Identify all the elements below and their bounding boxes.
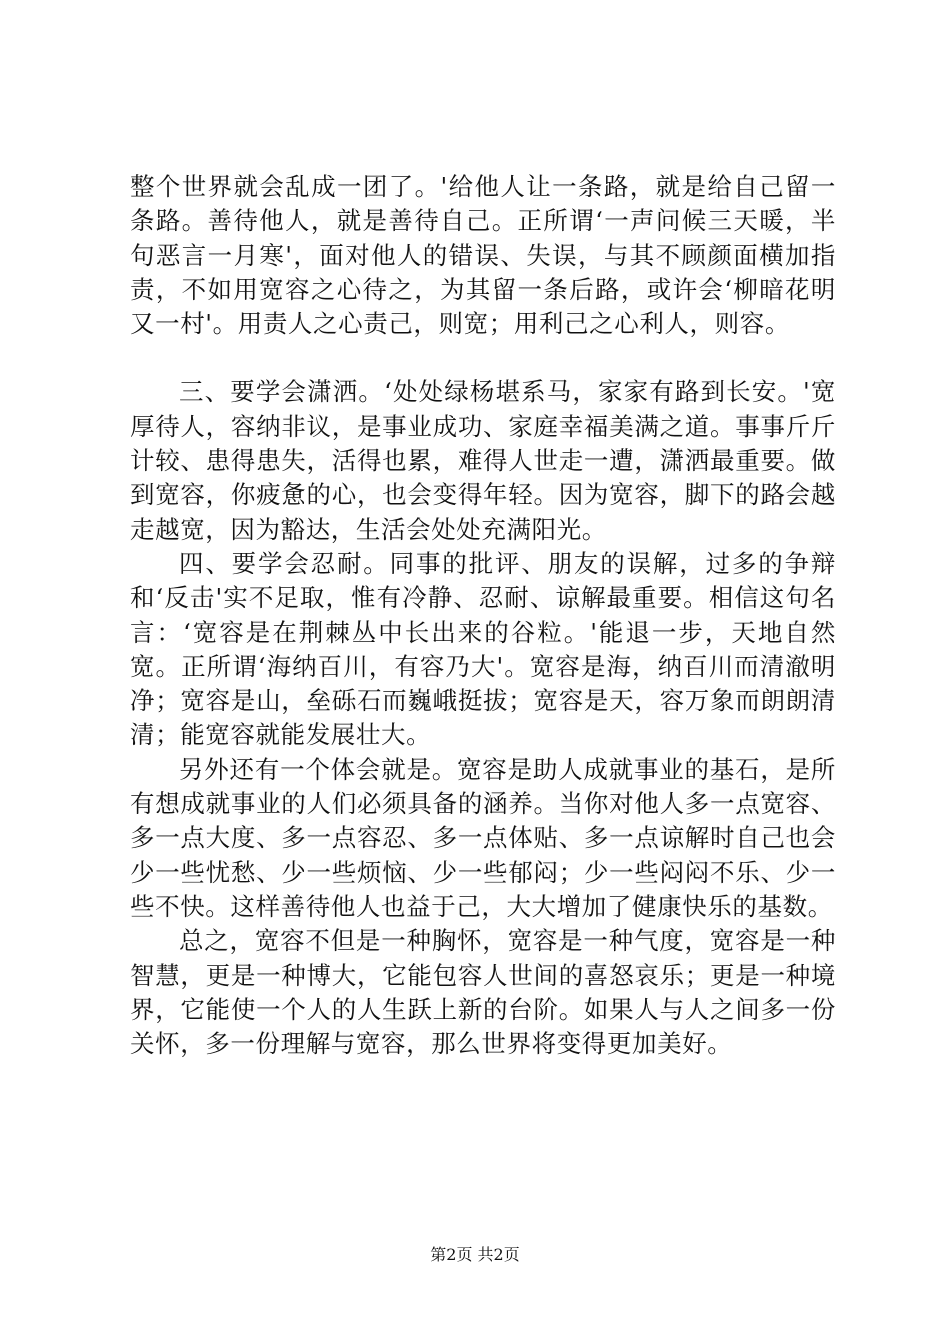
page-footer <box>0 1245 950 1265</box>
paragraph-conclusion: 总之，宽容不但是一种胸怀，宽容是一种气度，宽容是一种智慧，更是一种博大，它能包容人世间的喜怒哀乐；更是一种境界，它能使一个人的人生跃上新的台阶。如果人与人之间多一份关怀，多一份理解与宽容，那么世界将变得更加美好。 <box>130 926 836 1059</box>
paragraph-section-three: 三、要学会潇洒。‘处处绿杨堪系马，家家有路到长安。'宽厚待人，容纳非议，是事业成功、家庭幸福美满之道。事事斤斤计较、患得患失，活得也累，难得人世走一遭，潇洒最重要。做到宽容，你疲惫的心，也会变得年轻。因为宽容，脚下的路会越走越宽，因为豁达，生活会处处充满阳光。 <box>130 377 836 544</box>
document-body <box>130 170 836 1061</box>
paragraph-additional-insight: 另外还有一个体会就是。宽容是助人成就事业的基石，是所有想成就事业的人们必须具备的涵养。当你对他人多一点宽容、多一点大度、多一点容忍、多一点体贴、多一点谅解时自己也会少一些忧愁、少一些烦恼、少一些郁闷；少一些闷闷不乐、少一些不快。这样善待他人也益于己，大大增加了健康快乐的基数。 <box>130 754 836 921</box>
page-number-label: 第2页 共2页 <box>430 1245 520 1264</box>
paragraph-continuation: 整个世界就会乱成一团了。'给他人让一条路，就是给自己留一条路。善待他人，就是善待自己。正所谓‘一声问候三天暖，半句恶言一月寒'，面对他人的错误、失误，与其不顾颜面横加指责，不如用宽容之心待之，为其留一条后路，或许会‘柳暗花明又一村'。用责人之心责己，则宽；用利己之心利人，则容。 <box>130 172 836 339</box>
paragraph-section-four: 四、要学会忍耐。同事的批评、朋友的误解，过多的争辩和‘反击'实不足取，惟有冷静、忍耐、谅解最重要。相信这句名言：‘宽容是在荆棘丛中长出来的谷粒。'能退一步，天地自然宽。正所谓‘海纳百川，有容乃大'。宽容是海，纳百川而清澈明净；宽容是山，垒砾石而巍峨挺拔；宽容是天，容万象而朗朗清清；能宽容就能发展壮大。 <box>130 548 836 750</box>
